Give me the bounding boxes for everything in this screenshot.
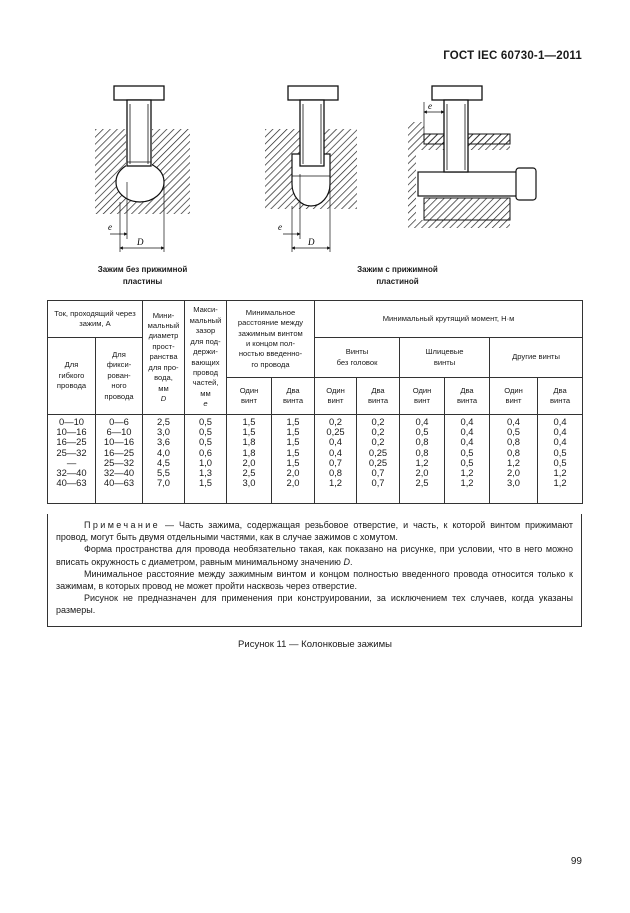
table-cell: 2,0 [242,456,256,468]
table-cell: 10—16 [103,436,135,448]
caption-with-plate: Зажим с прижимной пластиной [357,265,438,286]
table-note [47,514,582,627]
table-cell: 3,6 [156,436,171,448]
table-cell: 0,5 [460,456,474,468]
header-one-screw: Один винт [490,378,538,415]
terminal-drawings [80,74,550,259]
col-max-gap [185,415,227,504]
page-number: 99 [570,856,582,867]
dim-e-label-2: e [278,222,282,232]
table-cell: 1,3 [198,467,213,479]
table-cell: 0,8 [415,446,429,458]
table-cell: 0—6 [109,416,129,427]
table-cell: 16—25 [103,446,135,458]
header-two-screws: Два винта [445,378,490,415]
drawing-with-plate [408,86,536,228]
table-cell: 2,0 [286,477,300,489]
table-cell: 3,0 [156,426,171,438]
table-cell: 0,8 [415,436,429,448]
col-min-diameter [143,415,185,504]
table-cell: 4,0 [156,446,171,458]
dim-e-label-1: e [108,222,112,232]
header-min-diameter: Мини- мальный диаметр прост- ранства для про- вода, мм D [143,301,185,415]
col-other-two [538,415,583,504]
header-one-screw: Один винт [400,378,445,415]
table-cell: 7,0 [156,477,171,489]
table-cell: 2,0 [506,467,521,479]
header-current: Ток, проходящий через зажим, А [48,301,143,338]
table-cell: 0,5 [198,416,213,427]
caption-without-plate: Зажим без прижимной пластины [97,265,188,286]
table-cell: 1,5 [198,477,213,489]
table-body [48,415,583,504]
table-cell: 1,2 [553,477,567,489]
note-p4: Рисунок не предназначен для применения при конструировании, за исключением тех случаев, когда указаны размеры. [56,593,573,616]
table-cell: 16—25 [56,436,87,448]
header-one-screw: Один винт [227,378,272,415]
table-cell: 3,0 [242,477,256,489]
header-max-gap: Макси- мальный зазор для под- держи- вающих провод частей, мм e [185,301,227,415]
table-cell: 0,5 [198,426,213,438]
table-cell: 4,5 [156,456,171,468]
table-cell: 2,0 [415,467,429,479]
col-headless-one [315,415,357,504]
table-cell: 1,5 [286,446,300,458]
table-cell: 0,5 [415,426,429,438]
note-p3: Минимальное расстояние между зажимным винтом и концом полностью введенного провода относится только к зажимам, в которых провод не может пройти насквозь через отверстие. [56,568,573,592]
note-p1: — Часть зажима, содержащая резьбовое отверстие, и часть, к которой винтом прижимают провод, могут быть двумя отдельными частями, как в случае зажимов с хомутом. [56,520,573,543]
table-cell: 0,25 [368,446,388,458]
col-dist-one [227,415,272,504]
header-two-screws: Два винта [357,378,400,415]
table-cell: 25—32 [56,446,87,458]
table-cell: 0,4 [460,416,474,427]
table-cell: 1,5 [286,416,300,427]
table-cell: 0,4 [460,426,474,438]
table-cell: 1,5 [242,426,256,438]
table-cell: 1,2 [553,467,567,479]
table-cell: 0,25 [326,426,345,438]
table-cell: 2,5 [156,416,171,427]
col-headless-two [357,415,400,504]
table-cell: 25—32 [103,456,135,468]
drawing-without-plate-variant [265,86,357,252]
table-cell: 0—10 [58,416,85,427]
table-cell: 0,2 [328,416,343,427]
table-cell: — [66,456,77,468]
table-cell: 0,8 [328,467,343,479]
terminal-table [47,300,583,504]
table-cell: 1,2 [415,456,429,468]
table-cell: 0,8 [506,446,521,458]
header-other-screws: Другие винты [490,338,583,378]
table-cell: 10—16 [56,426,87,438]
table-cell: 5,5 [156,467,171,479]
note-p2: Форма пространства для провода необязательно такая, как показано на рисунке, при условии, что в него можно вписать окружность с диаметром, равным минимальному значению D. [56,544,573,567]
table-cell: 0,4 [506,416,521,427]
table-cell: 0,5 [506,426,521,438]
header-slotted-screws: Шлицевые винты [400,338,490,378]
table-cell: 0,4 [328,436,343,448]
table-cell: 1,5 [242,416,256,427]
table-cell: 40—63 [56,477,87,489]
drawing-without-plate [95,86,190,252]
table-cell: 1,2 [460,467,474,479]
table-cell: 2,5 [415,477,429,489]
col-other-one [490,415,538,504]
table-cell: 0,7 [371,477,385,489]
table-cell: 6—10 [106,426,132,438]
header-two-screws: Два винта [538,378,583,415]
col-dist-two [272,415,315,504]
table-cell: 1,2 [460,477,474,489]
table-cell: 1,5 [286,436,300,448]
table-cell: 0,25 [368,456,388,468]
table-cell: 0,5 [198,436,213,448]
table-cell: 0,4 [553,416,567,427]
table-cell: 1,5 [286,426,300,438]
header-headless-screws: Винты без головок [315,338,400,378]
col-fixed [96,415,143,504]
table-cell: 0,4 [460,436,474,448]
table-cell: 32—40 [56,467,87,479]
table-cell: 0,7 [371,467,385,479]
table-cell: 3,0 [506,477,521,489]
table-cell: 0,4 [553,426,567,438]
header-min-distance: Минимальное расстояние между зажимным винтом и концом пол- ностью введенно- го провода [227,301,315,378]
dim-D-label-2: D [308,237,315,247]
standard-header: ГОСТ IEC 60730-1—2011 [443,50,582,62]
table-cell: 0,4 [415,416,429,427]
table-cell: 2,0 [286,467,300,479]
table-cell: 1,2 [328,477,343,489]
table-cell: 2,5 [242,467,256,479]
table-cell: 40—63 [103,477,135,489]
header-torque: Минимальный крутящий момент, Н·м [315,301,583,338]
header-two-screws: Два винта [272,378,315,415]
table-cell: 1,8 [242,436,256,448]
table-cell: 0,5 [460,446,474,458]
table-cell: 0,6 [198,446,213,458]
col-flexible [48,415,96,504]
table-cell: 1,5 [286,456,300,468]
table-cell: 1,2 [506,456,521,468]
col-slotted-one [400,415,445,504]
table-cell: 1,8 [242,446,256,458]
col-slotted-two [445,415,490,504]
table-cell: 0,8 [506,436,521,448]
header-fixed: Для фикси- рован- ного провода [96,338,143,415]
header-flexible: Для гибкого провода [48,338,96,415]
dim-D-label-1: D [137,237,144,247]
header-one-screw: Один винт [315,378,357,415]
table-cell: 0,2 [371,436,385,448]
table-cell: 0,2 [371,426,385,438]
table-cell: 0,4 [553,436,567,448]
table-cell: 0,5 [553,456,567,468]
table-cell: 0,7 [328,456,343,468]
table-cell: 1,0 [198,456,213,468]
figure-caption: Рисунок 11 — Колонковые зажимы [238,639,392,650]
table-cell: 0,4 [328,446,343,458]
table-cell: 0,5 [553,446,567,458]
table-cell: 32—40 [103,467,135,479]
table-cell: 0,2 [371,416,385,427]
note-label: Примечание [84,520,161,530]
dim-e-label-3: e [428,101,432,111]
